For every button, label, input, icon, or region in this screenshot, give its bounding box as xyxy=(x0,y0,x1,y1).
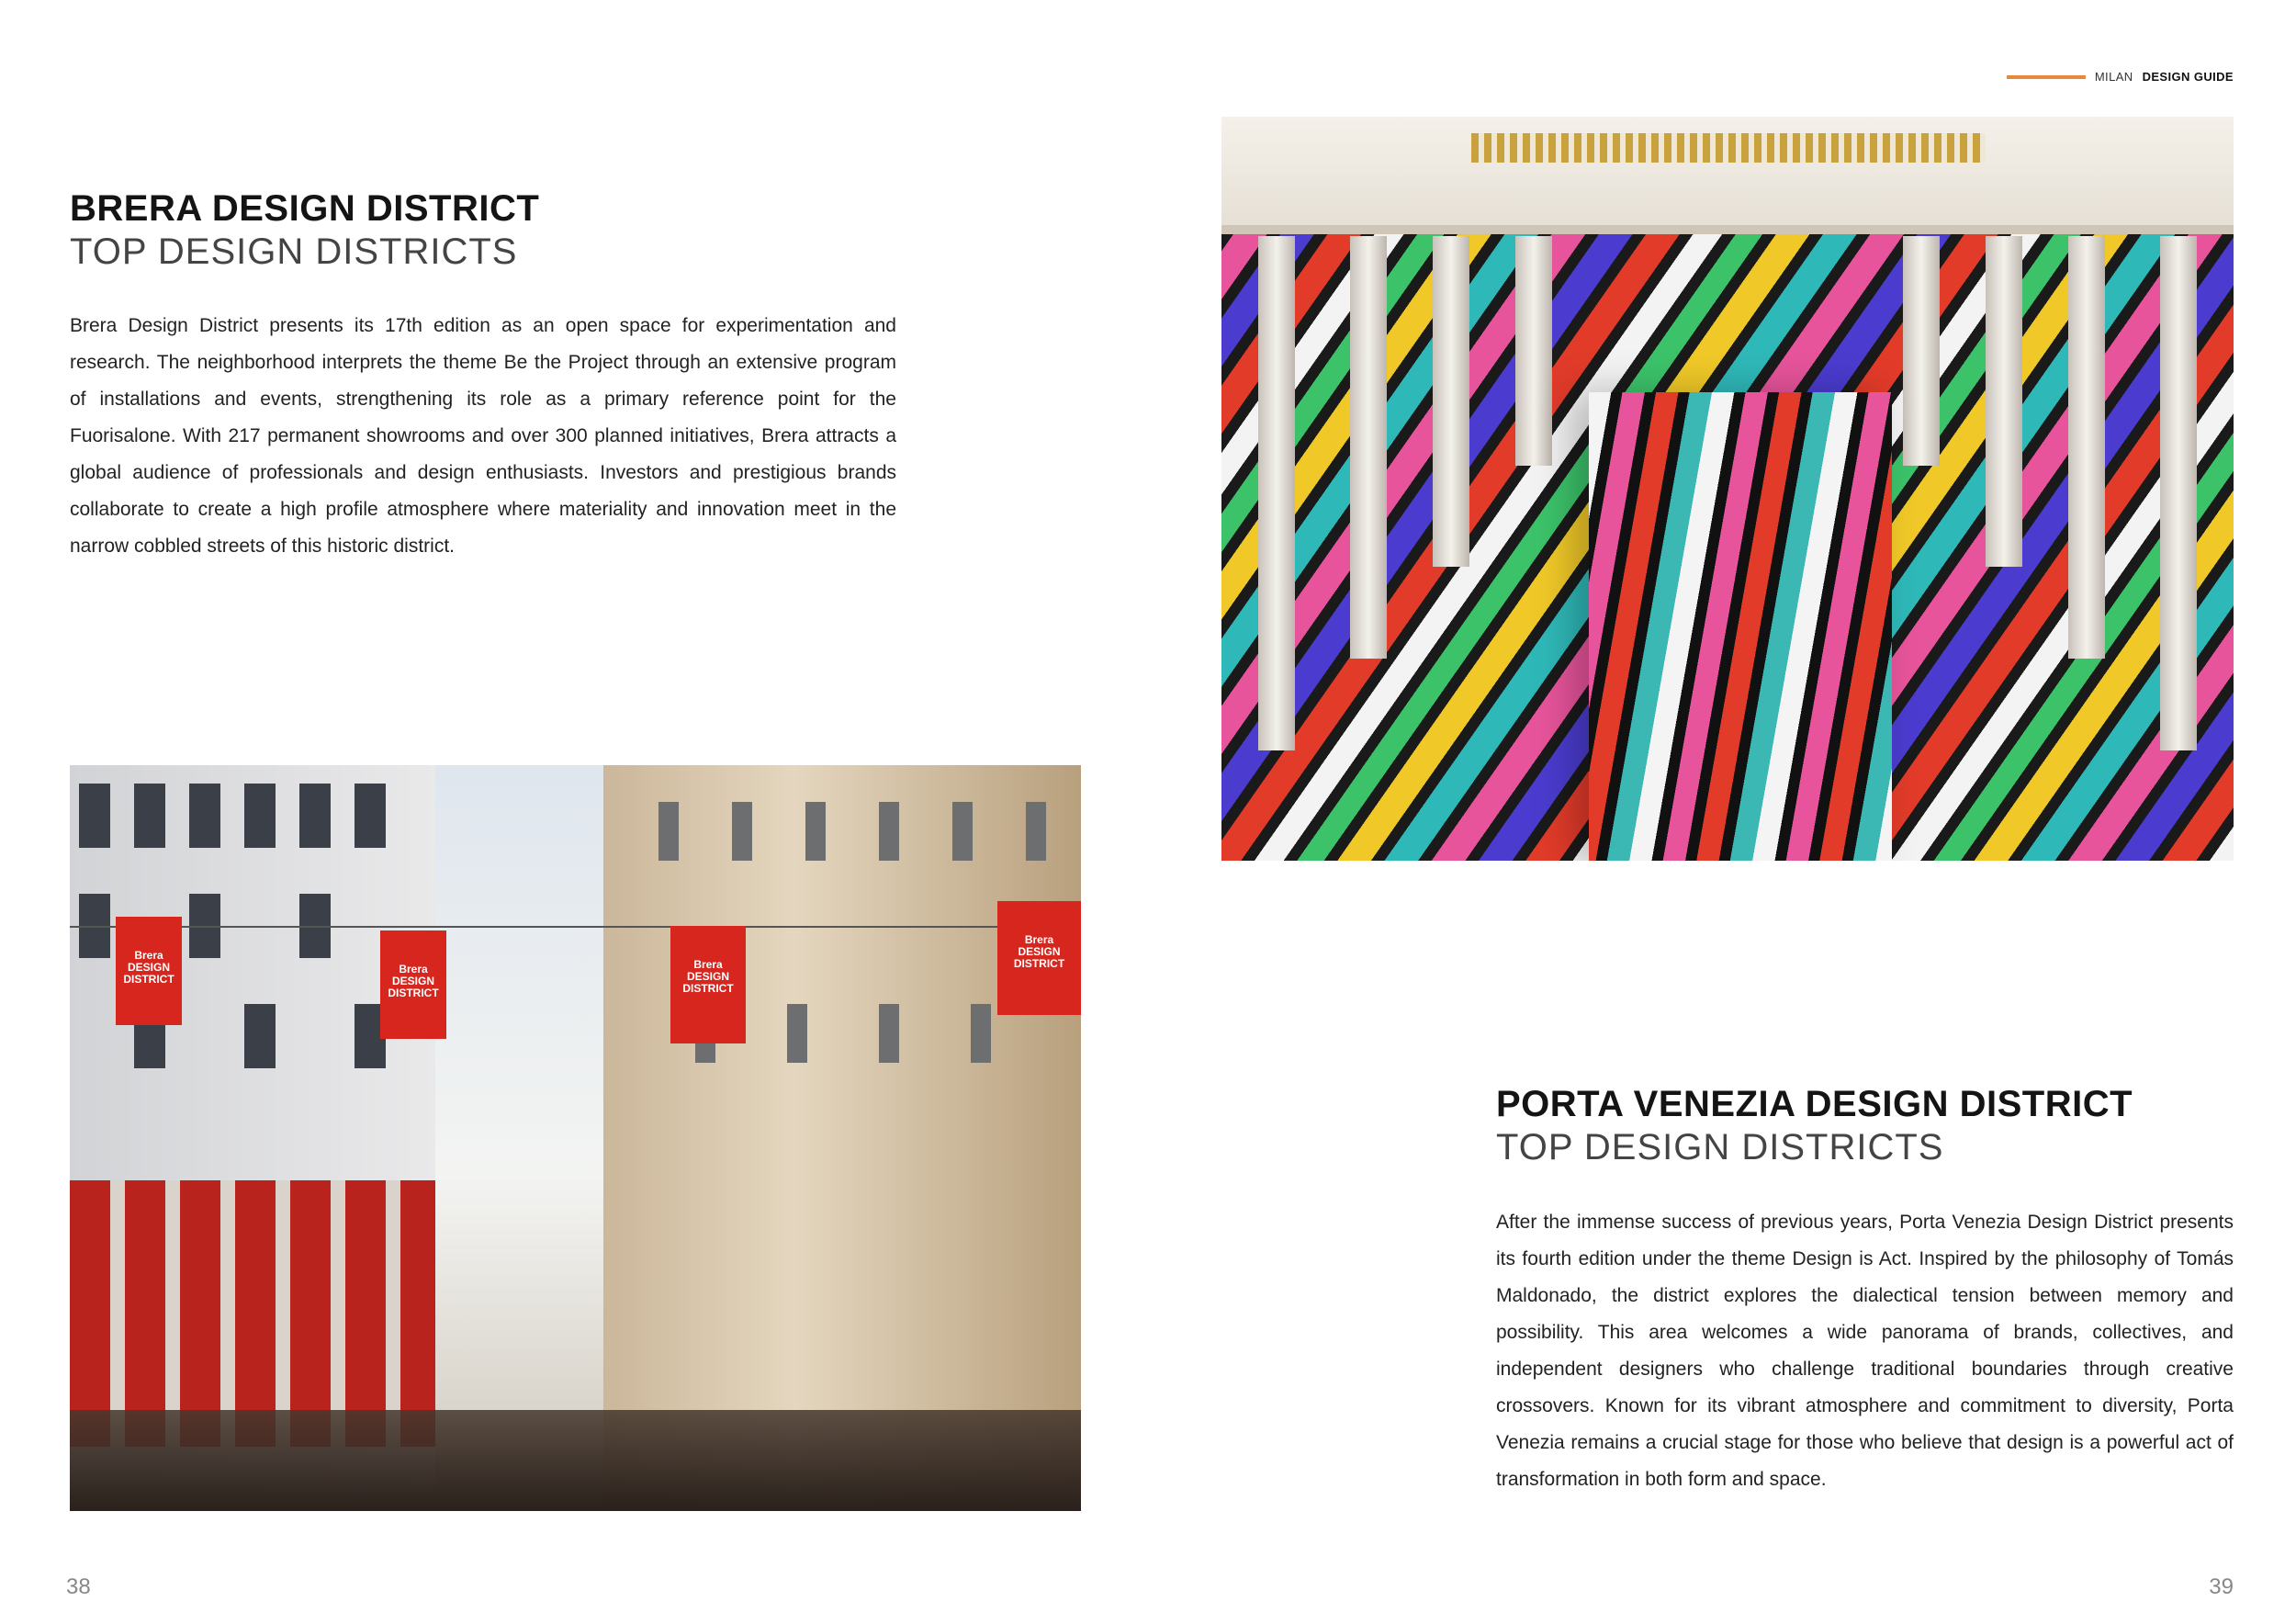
header-prefix: MILAN xyxy=(2094,70,2133,84)
porta-venezia-title: PORTA VENEZIA DESIGN DISTRICT xyxy=(1496,1084,2133,1124)
porta-venezia-heading xyxy=(1496,1084,2133,1170)
page-number-left: 38 xyxy=(66,1574,91,1599)
porta-venezia-body-text: After the immense success of previous years, Porta Venezia Design District presents its fourth edition under the theme Design is Act. Inspired by the philosophy of Tomás Maldonado, the district explores the dialectical tension between memory and possibility. This area welcomes a wide panorama of brands, collectives, and independent designers who challenge traditional boundaries through creative crossovers. Known for its vibrant atmosphere and commitment to diversity, Porta Venezia remains a crucial stage for those who believe that design is a powerful act of transformation in both form and space. xyxy=(1496,1212,2234,1490)
courtyard-column xyxy=(2160,236,2197,750)
header-guide-title: DESIGN GUIDE xyxy=(2142,70,2234,84)
courtyard-column xyxy=(1515,236,1552,466)
brera-title: BRERA DESIGN DISTRICT xyxy=(70,188,540,229)
brera-flag: Brera DESIGN DISTRICT xyxy=(380,930,446,1039)
brera-subtitle: TOP DESIGN DISTRICTS xyxy=(70,231,518,272)
courtyard-column xyxy=(1258,236,1295,750)
brera-heading xyxy=(70,188,539,275)
porta-venezia-subtitle: TOP DESIGN DISTRICTS xyxy=(1496,1127,1944,1167)
running-header xyxy=(2007,70,2234,84)
brera-body-text: Brera Design District presents its 17th edition as an open space for experimentation and research. The neighborhood interprets the theme Be the Project through an extensive program of installations and events, strengthening its role as a primary reference point for the Fuorisalone. With 217 permanent showrooms and over 300 planned initiatives, Brera attracts a global audience of professionals and design enthusiasts. Investors and prestigious brands collaborate to create a high profile atmosphere where materiality and innovation meet in the narrow cobbled streets of this historic district. xyxy=(70,315,896,557)
street-building-right xyxy=(603,765,1081,1511)
courtyard-column xyxy=(1903,236,1940,466)
courtyard-balustrade xyxy=(1471,133,1986,163)
brera-flag: Brera DESIGN DISTRICT xyxy=(997,901,1081,1015)
courtyard-column xyxy=(2068,236,2105,659)
courtyard-column xyxy=(1433,236,1469,567)
red-shopfront xyxy=(70,1180,435,1447)
street-building-left xyxy=(70,765,435,1511)
flag-wire xyxy=(70,926,1081,928)
brera-flag: Brera DESIGN DISTRICT xyxy=(670,926,746,1043)
header-accent-rule xyxy=(2007,75,2086,79)
courtyard-column xyxy=(1350,236,1387,659)
courtyard-column xyxy=(1986,236,2022,567)
painted-cube-installation xyxy=(1589,392,1892,861)
page-number-right: 39 xyxy=(2209,1574,2234,1599)
brera-street-photo xyxy=(70,765,1081,1511)
brera-flag: Brera DESIGN DISTRICT xyxy=(116,917,182,1025)
courtyard-arcade xyxy=(1221,117,2234,234)
street-crowd xyxy=(70,1410,1081,1511)
courtyard-installation-photo xyxy=(1221,117,2234,861)
